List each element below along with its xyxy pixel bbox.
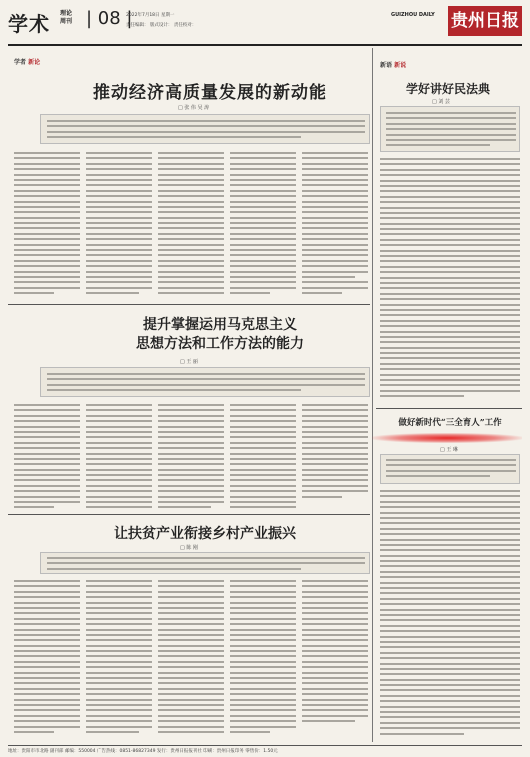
newspaper-logo: 贵州日报: [448, 6, 522, 36]
article1-lede: [40, 114, 370, 144]
article2-col4: [230, 404, 296, 512]
article3-col5: [302, 580, 368, 740]
divider-right: [376, 408, 522, 409]
article2-col1: [14, 404, 80, 512]
lede-lines: [47, 557, 365, 573]
article2-col3: [158, 404, 224, 512]
right1-lede: [380, 106, 520, 152]
article3-col1: [14, 580, 80, 740]
right2-byline: □ 王 琳: [440, 447, 458, 453]
english-name: GUIZHOU DAILY: [391, 12, 435, 18]
article1-byline: □ 张 伟 吴 涛: [178, 105, 210, 111]
article2-lede: [40, 367, 370, 397]
masthead-rule: [8, 44, 522, 46]
lede-lines: [47, 373, 365, 395]
right1-byline: □ 刘 芸: [432, 99, 450, 105]
title-highlight-mark: [372, 433, 522, 443]
article2-col2: [86, 404, 152, 512]
article1-col5: [302, 152, 368, 302]
divider-1: [8, 304, 370, 305]
page-number: | 08 |: [86, 8, 133, 29]
kicker-prefix: 学者: [14, 59, 27, 66]
page-footer: 地址：贵阳市市北路 副刊部 邮编：550004 广告热线：0851-86827349 发行：贵州日报报刊社 印刷：贵州日报印务 零售价：1.50元: [8, 745, 522, 754]
kicker-tag: 新说: [394, 62, 407, 69]
lede-lines: [386, 459, 516, 483]
article1-col4: [230, 152, 296, 302]
section-subtitle: 理论 周刊: [60, 10, 73, 25]
article3-byline: □ 陈 刚: [180, 545, 198, 551]
right2-body: [380, 490, 520, 740]
kicker-prefix: 新语: [380, 62, 393, 69]
right2-lede: [380, 454, 520, 484]
section-title: 学术: [8, 12, 50, 36]
right1-kicker: [380, 60, 406, 69]
lede-lines: [47, 120, 365, 142]
article2-byline: □ 王 丽: [180, 359, 198, 365]
article3-col4: [230, 580, 296, 740]
article1-col2: [86, 152, 152, 302]
lede-lines: [386, 112, 516, 150]
article2-title-line1: 提升掌握运用马克思主义: [143, 317, 297, 333]
dateline: 2022年7月18日 星期一: [126, 13, 175, 18]
right1-title: 学好讲好民法典: [405, 82, 490, 96]
article1-kicker: [14, 57, 40, 66]
divider-2: [8, 514, 370, 515]
masthead: [8, 6, 522, 42]
article3-col2: [86, 580, 152, 740]
article3-title: 让扶贫产业衔接乡村产业振兴: [114, 526, 296, 542]
column-divider: [372, 48, 373, 742]
article1-col1: [14, 152, 80, 302]
article1-title: 推动经济高质量发展的新动能: [93, 83, 327, 103]
article1-col3: [158, 152, 224, 302]
editor-line: 责任编辑： 版式设计： 责任校对：: [126, 23, 197, 28]
article3-lede: [40, 552, 370, 574]
right1-body: [380, 158, 520, 406]
article2-col5: [302, 404, 368, 512]
right2-title: 做好新时代“三全育人”工作: [398, 418, 502, 428]
article2-title: [100, 316, 340, 354]
article3-col3: [158, 580, 224, 740]
kicker-tag: 新论: [28, 59, 41, 66]
article2-title-line2: 思想方法和工作方法的能力: [136, 336, 304, 352]
